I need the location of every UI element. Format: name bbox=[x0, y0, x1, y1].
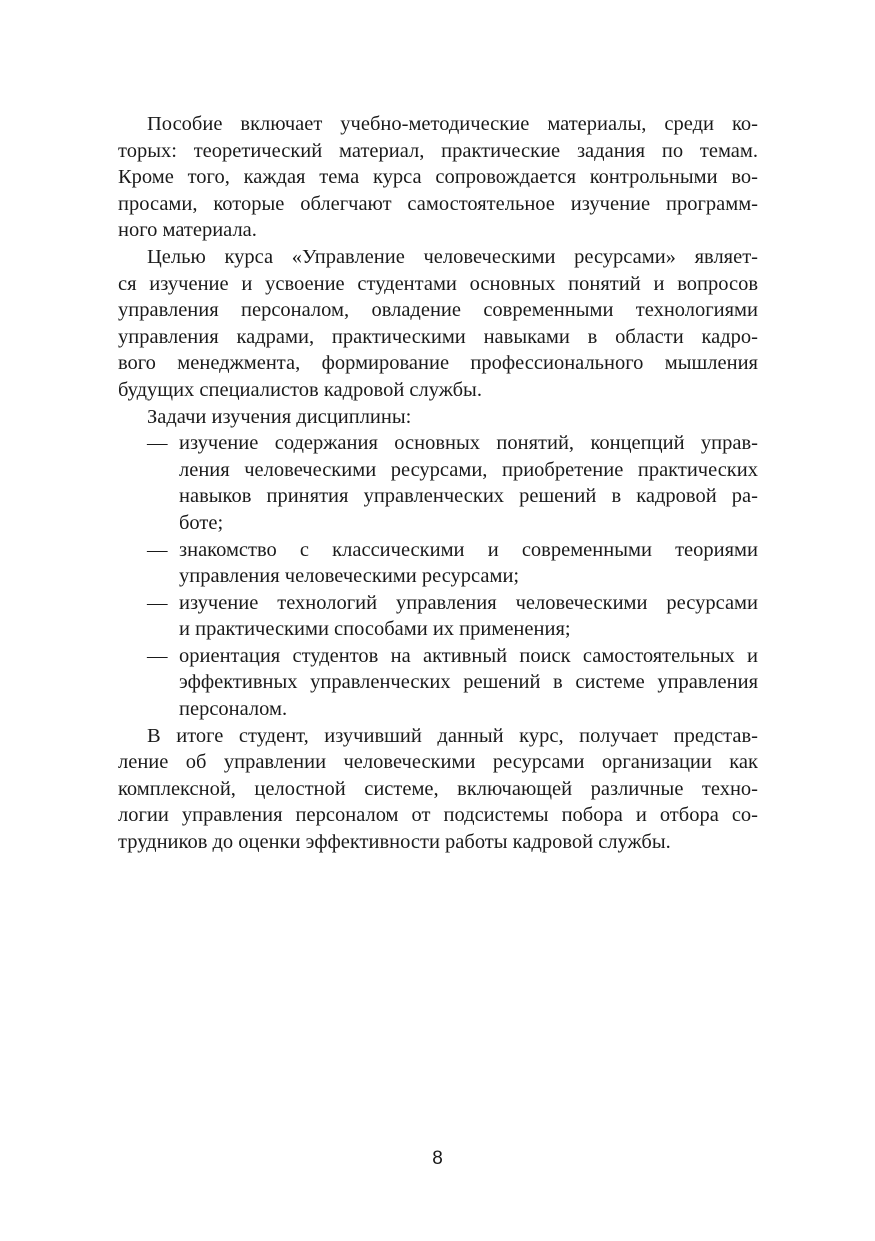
text-line: будущих специалистов кадровой службы. bbox=[118, 378, 482, 401]
text-line: Кроме того, каждая тема курса сопровождается контрольными во- bbox=[118, 166, 758, 189]
text-line: логии управления персоналом от подсистемы побора и отбора со- bbox=[118, 804, 758, 827]
text-line: эффективных управленческих решений в системе управления bbox=[179, 671, 758, 694]
text-line: изучение технологий управления человеческими ресурсами bbox=[179, 591, 758, 614]
text-line: управления человеческими ресурсами; bbox=[179, 565, 520, 588]
list-item bbox=[118, 590, 758, 643]
text-line: трудников до оценки эффективности работы кадровой службы. bbox=[118, 831, 671, 854]
list-item bbox=[118, 430, 758, 536]
text-line: Целью курса «Управление человеческими ресурсами» являет- bbox=[147, 245, 758, 268]
text-line: знакомство с классическими и современными теориями bbox=[179, 538, 758, 561]
dash-bullet: — bbox=[147, 538, 168, 561]
text-line: изучение содержания основных понятий, концепций управ- bbox=[179, 432, 758, 455]
paragraph-goal bbox=[118, 244, 758, 404]
text-line: управления кадрами, практическими навыками в области кадро- bbox=[118, 325, 758, 348]
page-number: 8 bbox=[432, 1148, 443, 1169]
text-line: просами, которые облегчают самостоятельное изучение программ- bbox=[118, 192, 758, 215]
text-line: ся изучение и усвоение студентами основных понятий и вопросов bbox=[118, 272, 758, 295]
list-item bbox=[118, 643, 758, 723]
dash-bullet: — bbox=[147, 432, 168, 455]
text-line: торых: теоретический материал, практические задания по темам. bbox=[118, 139, 758, 162]
text-line: ление об управлении человеческими ресурсами организации как bbox=[118, 751, 758, 774]
tasks-heading: Задачи изучения дисциплины: bbox=[147, 405, 412, 428]
text-line: ного материала. bbox=[118, 219, 257, 242]
tasks-list bbox=[118, 430, 758, 723]
text-line: и практическими способами их применения; bbox=[179, 618, 571, 641]
text-line: В итоге студент, изучивший данный курс, получает представ- bbox=[147, 724, 758, 747]
text-line: Пособие включает учебно-методические материалы, среди ко- bbox=[147, 113, 758, 135]
list-item bbox=[118, 537, 758, 590]
text-line: персоналом. bbox=[179, 698, 288, 721]
text-line: ориентация студентов на активный поиск самостоятельных и bbox=[179, 644, 758, 667]
text-line: управления персоналом, овладение современными технологиями bbox=[118, 299, 758, 322]
dash-bullet: — bbox=[147, 591, 168, 614]
page-body bbox=[118, 111, 758, 856]
text-line: ления человеческими ресурсами, приобретение практических bbox=[179, 458, 758, 481]
paragraph-intro bbox=[118, 111, 758, 244]
dash-bullet: — bbox=[147, 644, 168, 667]
text-line: вого менеджмента, формирование профессионального мышления bbox=[118, 352, 758, 375]
text-line: боте; bbox=[179, 511, 224, 534]
paragraph-summary bbox=[118, 723, 758, 856]
text-line: комплексной, целостной системе, включающей различные техно- bbox=[118, 777, 758, 800]
text-line: навыков принятия управленческих решений в кадровой ра- bbox=[179, 485, 758, 508]
